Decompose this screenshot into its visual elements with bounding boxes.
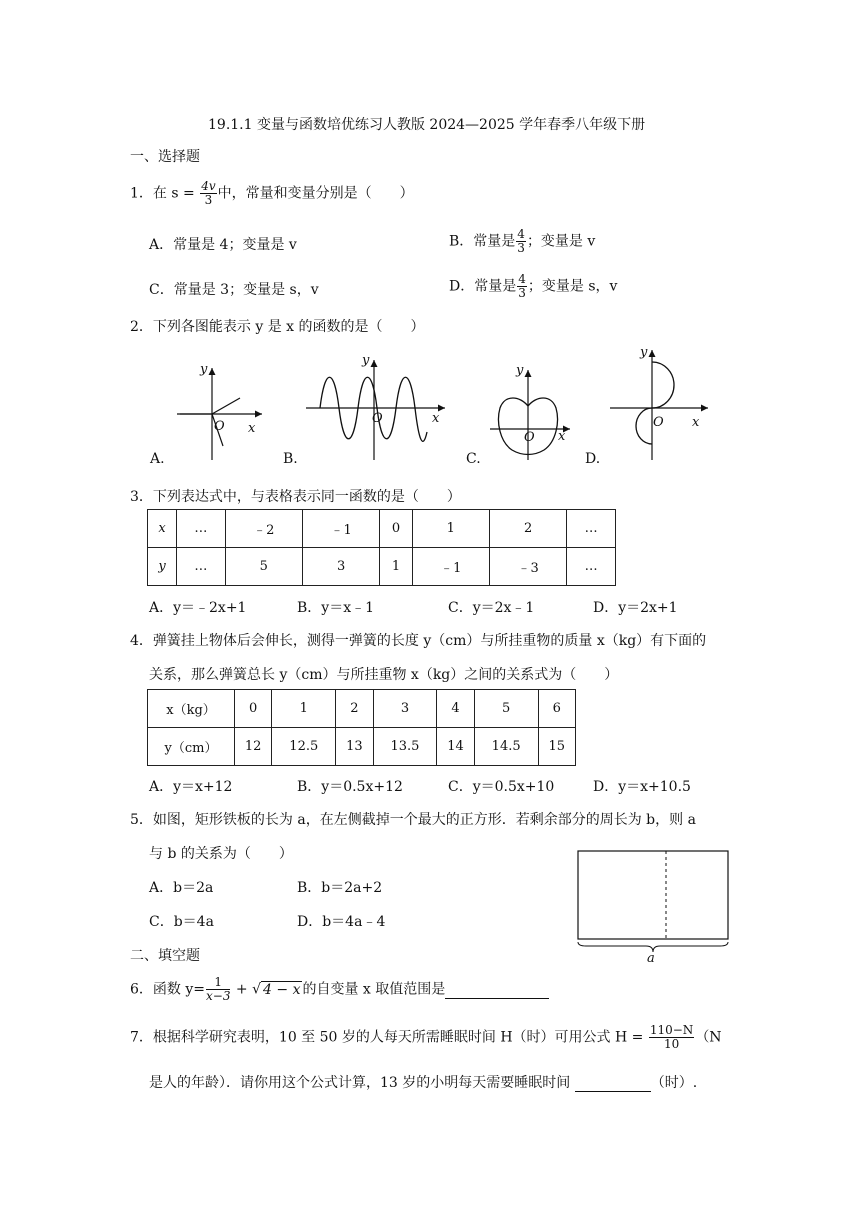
graph-b-y-label: y bbox=[362, 353, 370, 368]
q5-option-c: C．b＝4a bbox=[149, 914, 214, 930]
q2-label-d: D. bbox=[585, 451, 601, 467]
q4-line2: 关系，那么弹簧总长 y（cm）与所挂重物 x（kg）之间的关系式为（ ） bbox=[149, 667, 619, 683]
q1-option-a: A．常量是 4；变量是 v bbox=[149, 237, 297, 253]
graph-c bbox=[490, 363, 570, 460]
q2-graphs bbox=[140, 342, 720, 470]
q6-den: x−3 bbox=[206, 989, 231, 1003]
q1-frac-den: 3 bbox=[204, 193, 213, 207]
table-cell: … bbox=[567, 548, 616, 586]
table-cell: 4 bbox=[437, 690, 474, 728]
graph-b-x-label: x bbox=[432, 411, 440, 426]
q7-line1-pre: 7．根据科学研究表明，10 至 50 岁的人每天所需睡眠时间 H（时）可用公式 H = bbox=[130, 1029, 648, 1046]
table-cell: ﹣2 bbox=[225, 510, 302, 548]
q7-line1-post: （N bbox=[695, 1029, 722, 1046]
table-cell: … bbox=[177, 548, 226, 586]
q6-pre: 6．函数 y= bbox=[130, 981, 205, 998]
q4-option-a: A．y＝x+12 bbox=[149, 779, 233, 795]
table-cell: 2 bbox=[489, 510, 566, 548]
table-cell: 0 bbox=[235, 690, 272, 728]
table-cell: 15 bbox=[538, 728, 575, 766]
q6-num: 1 bbox=[206, 976, 230, 990]
q1-d-post: ；变量是 s，v bbox=[527, 278, 618, 295]
graph-c-y-label: y bbox=[516, 363, 524, 378]
q1-frac-num: 4v bbox=[201, 179, 216, 193]
table-cell: 14.5 bbox=[474, 728, 538, 766]
table-cell: … bbox=[567, 510, 616, 548]
q4-option-b: B．y＝0.5x+12 bbox=[297, 779, 403, 795]
q5-option-d: D．b＝4a﹣4 bbox=[297, 914, 386, 930]
q1-d-fraction bbox=[517, 273, 527, 300]
q3-option-b: B．y＝x﹣1 bbox=[297, 600, 374, 616]
graph-c-x-label: x bbox=[558, 429, 566, 444]
q1-d-num: 4 bbox=[518, 272, 526, 286]
table-cell: y（cm） bbox=[148, 728, 235, 766]
rectangle-plate bbox=[578, 851, 728, 939]
q7-fraction bbox=[649, 1024, 694, 1051]
graph-a-origin: O bbox=[214, 419, 225, 434]
q3-table bbox=[147, 509, 616, 586]
table-cell: 3 bbox=[373, 690, 437, 728]
table-cell: 1 bbox=[380, 548, 412, 586]
table-cell: 3 bbox=[303, 548, 380, 586]
q5-option-a: A．b＝2a bbox=[149, 880, 214, 896]
table-cell: ﹣1 bbox=[303, 510, 380, 548]
q3-stem: 3．下列表达式中，与表格表示同一函数的是（ ） bbox=[130, 489, 461, 505]
q7-line2-post: （时）. bbox=[650, 1075, 698, 1091]
q4-option-c: C．y＝0.5x+10 bbox=[448, 779, 555, 795]
q7-line2-text: 是人的年龄）．请你用这个公式计算，13 岁的小明每天需要睡眠时间 bbox=[149, 1075, 575, 1091]
graph-d-origin: O bbox=[653, 415, 664, 430]
q7-line1 bbox=[130, 1024, 722, 1051]
q1-d-den: 3 bbox=[518, 286, 526, 300]
q2-label-b: B. bbox=[283, 451, 298, 467]
q1-b-pre: B．常量是 bbox=[449, 233, 516, 250]
q1-stem bbox=[130, 180, 414, 207]
q5-rectangle-figure bbox=[574, 848, 734, 964]
table-cell: 12.5 bbox=[272, 728, 336, 766]
graph-a bbox=[177, 362, 262, 460]
table-cell: 1 bbox=[272, 690, 336, 728]
table-cell: 14 bbox=[437, 728, 474, 766]
q1-option-b bbox=[449, 228, 595, 255]
q1-option-d bbox=[449, 273, 617, 300]
table-cell: 12 bbox=[235, 728, 272, 766]
graph-a-x-label: x bbox=[248, 421, 256, 436]
q1-b-post: ；变量是 v bbox=[526, 233, 596, 250]
q3-option-d: D．y＝2x+1 bbox=[593, 600, 678, 616]
q6-answer-blank[interactable] bbox=[445, 982, 549, 999]
q1-fraction bbox=[200, 180, 216, 207]
q1-stem-post: 中，常量和变量分别是（ ） bbox=[217, 185, 414, 202]
q5-line2: 与 b 的关系为（ ） bbox=[149, 846, 293, 862]
q6-fraction bbox=[206, 976, 230, 1003]
table-cell: ﹣1 bbox=[412, 548, 489, 586]
graph-d-y-label: y bbox=[640, 345, 648, 360]
table-cell: … bbox=[177, 510, 226, 548]
table-cell: 5 bbox=[474, 690, 538, 728]
q4-table bbox=[147, 689, 576, 766]
q3-row-x bbox=[148, 510, 616, 548]
q7-den: 10 bbox=[663, 1037, 680, 1051]
q7-line2 bbox=[149, 1072, 697, 1092]
q2-label-c: C. bbox=[466, 451, 481, 467]
q3-option-c: C．y＝2x﹣1 bbox=[448, 600, 535, 616]
q6-sqrt: 4 − x bbox=[263, 981, 301, 998]
table-cell: 5 bbox=[225, 548, 302, 586]
table-cell: x（kg） bbox=[148, 690, 235, 728]
table-cell: ﹣3 bbox=[489, 548, 566, 586]
q7-num: 110−N bbox=[649, 1023, 694, 1037]
table-cell: 1 bbox=[412, 510, 489, 548]
q4-row-x bbox=[148, 690, 576, 728]
q3-row-y bbox=[148, 548, 616, 586]
q7-answer-blank[interactable] bbox=[575, 1075, 651, 1092]
q5-line1: 5．如图，矩形铁板的长为 a，在左侧截掉一个最大的正方形．若剩余部分的周长为 b，则 a bbox=[130, 812, 696, 828]
table-cell: 13.5 bbox=[373, 728, 437, 766]
q1-option-c: C．常量是 3；变量是 s，v bbox=[149, 282, 319, 298]
q2-label-a: A. bbox=[150, 451, 165, 467]
table-cell: 6 bbox=[538, 690, 575, 728]
table-cell: y bbox=[148, 548, 177, 586]
q4-option-d: D．y＝x+10.5 bbox=[593, 779, 691, 795]
graph-d bbox=[610, 345, 708, 460]
q3-option-a: A．y＝﹣2x+1 bbox=[149, 600, 247, 616]
q4-line1: 4．弹簧挂上物体后会伸长，测得一弹簧的长度 y（cm）与所挂重物的质量 x（kg）有下面的 bbox=[130, 633, 707, 649]
graph-d-x-label: x bbox=[692, 415, 700, 430]
q4-row-y bbox=[148, 728, 576, 766]
q1-b-den: 3 bbox=[517, 241, 525, 255]
page-title: 19.1.1 变量与函数培优练习人教版 2024—2025 学年春季八年级下册 bbox=[208, 117, 646, 133]
q6-post: 的自变量 x 取值范围是 bbox=[302, 981, 446, 998]
graph-b bbox=[306, 353, 445, 460]
q1-stem-pre: 1．在 s = bbox=[130, 185, 200, 202]
section-choice-heading: 一、选择题 bbox=[130, 149, 200, 165]
q1-b-num: 4 bbox=[517, 227, 525, 241]
graph-c-origin: O bbox=[524, 430, 535, 445]
q6-plus: + bbox=[231, 981, 253, 998]
q2-stem: 2．下列各图能表示 y 是 x 的函数的是（ ） bbox=[130, 319, 425, 335]
graph-b-origin: O bbox=[372, 411, 383, 426]
graph-a-y-label: y bbox=[200, 362, 208, 377]
table-cell: 13 bbox=[336, 728, 373, 766]
table-cell: 0 bbox=[380, 510, 412, 548]
q1-b-fraction bbox=[516, 228, 526, 255]
q5-option-b: B．b＝2a+2 bbox=[297, 880, 383, 896]
brace-label: a bbox=[647, 951, 655, 964]
table-cell: 2 bbox=[336, 690, 373, 728]
table-cell: x bbox=[148, 510, 177, 548]
section-fill-heading: 二、填空题 bbox=[130, 948, 200, 964]
q1-d-pre: D．常量是 bbox=[449, 278, 517, 295]
q6-stem: 6．函数 y= $\frac{1}{x-3}$ + √ 4 − x 的自变量 x 取值范围是 bbox=[130, 976, 549, 1003]
